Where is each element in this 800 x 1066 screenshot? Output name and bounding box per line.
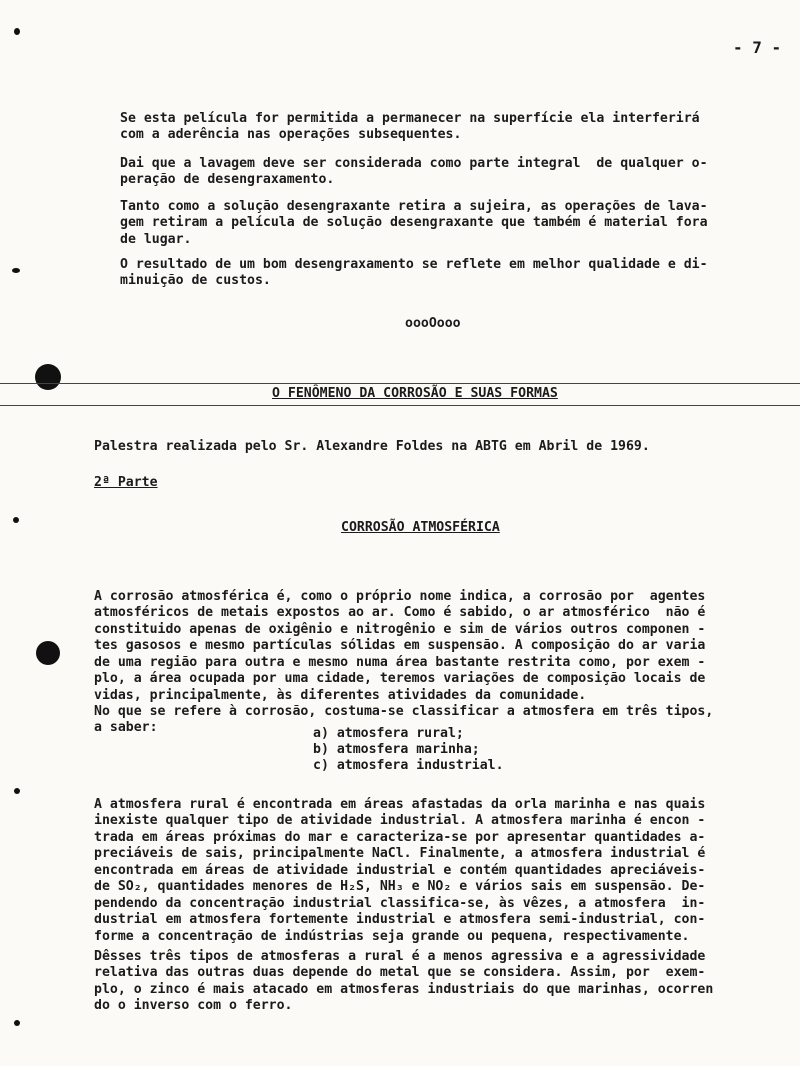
rule-bottom xyxy=(0,405,800,406)
punch-hole xyxy=(36,641,60,665)
intro-paragraph-3 xyxy=(120,182,708,248)
text-line: dustrial em atmosfera fortemente industrial e atmosfera semi-industrial, con- xyxy=(94,912,706,927)
text-line: do o inverso com o ferro. xyxy=(94,998,293,1013)
text-line: vidas, principalmente, às diferentes atividades da comunidade. xyxy=(94,687,587,703)
text-line: No que se refere à corrosão, costuma-se classificar a atmosfera em três tipos, xyxy=(94,703,714,719)
list-item: a) atmosfera rural; xyxy=(313,726,464,741)
body-paragraph-3 xyxy=(94,780,705,945)
rule-top xyxy=(0,383,800,384)
text-line: constituido apenas de oxigênio e nitrogênio e sim de vários outros componen - xyxy=(94,621,706,637)
margin-speck xyxy=(12,268,20,273)
byline: Palestra realizada pelo Sr. Alexandre Foldes na ABTG em Abril de 1969. xyxy=(94,439,650,454)
text-line: pendendo da concentração industrial classifica-se, às vêzes, a atmosfera in- xyxy=(94,895,706,911)
article-title: O FENÔMENO DA CORROSÃO E SUAS FORMAS xyxy=(272,386,558,401)
text-line: com a aderência nas operações subsequentes. xyxy=(120,127,462,142)
text-line: de uma região para outra e mesmo numa área bastante restrita como, por exem - xyxy=(94,654,706,670)
text-line: plo, a área ocupada por uma cidade, teremos variações de composição locais de xyxy=(94,671,706,686)
text-line: tes gasosos e mesmo partículas sólidas em suspensão. A composição do ar varia xyxy=(94,638,706,653)
text-line: Tanto como a solução desengraxante retira a sujeira, as operações de lava- xyxy=(120,198,708,214)
text-line: peração de desengraxamento. xyxy=(120,172,335,187)
list-item: b) atmosfera marinha; xyxy=(313,742,480,757)
text-line: A corrosão atmosférica é, como o próprio nome indica, a corrosão por agentes xyxy=(94,588,706,604)
text-line: atmosféricos de metais expostos ao ar. Como é sabido, o ar atmosférico não é xyxy=(94,605,706,620)
part-label: 2ª Parte xyxy=(94,475,158,490)
margin-speck xyxy=(14,28,20,35)
margin-speck xyxy=(13,517,19,523)
margin-speck xyxy=(14,788,20,794)
body-paragraph-4 xyxy=(94,932,713,1015)
section-title: CORROSÃO ATMOSFÉRICA xyxy=(341,520,500,535)
margin-speck xyxy=(14,1020,20,1026)
text-line: encontrada em áreas de atividade industrial e contém quantidades apreciáveis- xyxy=(94,862,706,878)
intro-paragraph-1 xyxy=(120,94,700,144)
text-line: de lugar. xyxy=(120,231,192,247)
text-line: inexiste qualquer tipo de atividade industrial. A atmosfera marinha é encon - xyxy=(94,813,706,828)
list-item: c) atmosfera industrial. xyxy=(313,758,504,773)
text-line: Dêsses três tipos de atmosferas a rural é a menos agressiva e a agressividade xyxy=(94,948,706,964)
text-line: de SO₂, quantidades menores de H₂S, NH₃ e NO₂ e vários sais em suspensão. De- xyxy=(94,879,706,894)
text-line: O resultado de um bom desengraxamento se reflete em melhor qualidade e di- xyxy=(120,256,708,272)
text-line: Se esta película for permitida a permanecer na superfície ela interferirá xyxy=(120,110,700,126)
text-line: plo, o zinco é mais atacado em atmosferas industriais do que marinhas, ocorren xyxy=(94,981,714,997)
text-line: A atmosfera rural é encontrada em áreas afastadas da orla marinha e nas quais xyxy=(94,796,706,812)
text-line: gem retiram a película de solução desengraxante que também é material fora xyxy=(120,215,708,230)
separator-mark: oooOooo xyxy=(405,316,461,331)
text-line: a saber: xyxy=(94,720,158,735)
page-number: - 7 - xyxy=(733,38,782,57)
body-paragraph-1 xyxy=(94,572,705,704)
text-line: Dai que a lavagem deve ser considerada como parte integral de qualquer o- xyxy=(120,155,708,171)
text-line: relativa das outras duas depende do metal que se considera. Assim, por exem- xyxy=(94,965,706,980)
punch-hole xyxy=(35,364,61,390)
text-line: forme a concentração de indústrias seja grande ou pequena, respectivamente. xyxy=(94,928,690,944)
atmosphere-type-list xyxy=(313,726,504,774)
text-line: preciáveis de sais, principalmente NaCl. Finalmente, a atmosfera industrial é xyxy=(94,846,706,861)
intro-paragraph-4 xyxy=(120,240,708,290)
text-line: trada em áreas próximas do mar e caracteriza-se por apresentar quantidades a- xyxy=(94,829,706,845)
text-line: minuição de custos. xyxy=(120,273,271,288)
